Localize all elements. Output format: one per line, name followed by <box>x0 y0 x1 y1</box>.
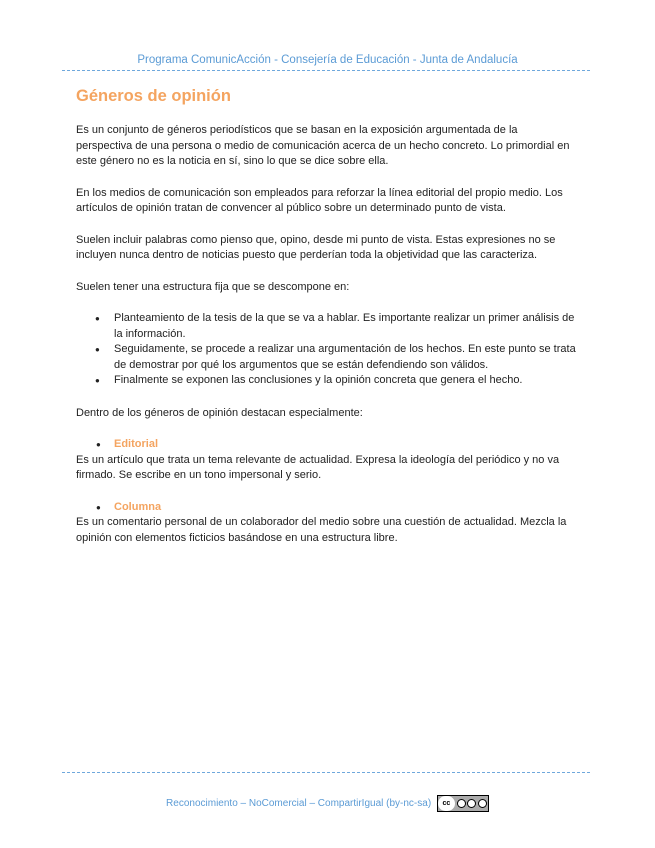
cc-by-nc-sa-icon <box>437 795 489 812</box>
genre-title-editorial: ● Editorial <box>114 437 576 453</box>
structure-intro-paragraph: Suelen tener una estructura fija que se descompone en: <box>76 280 350 293</box>
genres-intro-paragraph: Dentro de los géneros de opinión destacan especialmente: <box>76 406 363 419</box>
header-divider <box>62 70 590 71</box>
license-text: Reconocimiento – NoComercial – CompartirIgual (by-nc-sa) <box>166 798 432 810</box>
list-item: ● Finalmente se exponen las conclusiones y la opinión concreta que genera el hecho. <box>114 373 576 389</box>
document-title: Géneros de opinión <box>76 87 231 105</box>
structure-list <box>76 311 576 389</box>
genre-description-editorial: Es un artículo que trata un tema relevante de actualidad. Expresa la ideología del periódico y no va firmado. Se escribe en un tono impersonal y serio. <box>76 453 560 481</box>
by-attribution-icon <box>457 799 466 808</box>
list-item: ● Planteamiento de la tesis de la que se va a hablar. Es importante realizar un primer análisis de la información. <box>114 311 576 342</box>
expressions-paragraph: Suelen incluir palabras como pienso que, opino, desde mi punto de vista. Estas expresiones no se incluyen nunca dentro de noticias puesto que perderían toda la objetividad que las caracteriza. <box>76 233 556 261</box>
list-item: ● Seguidamente, se procede a realizar una argumentación de los hechos. En este punto se trata de demostrar por qué los argumentos que se están defendiendo son válidos. <box>114 342 576 373</box>
cc-logo-icon: cc <box>438 796 455 811</box>
intro-paragraph: Es un conjunto de géneros periodísticos que se basan en la exposición argumentada de la perspectiva de una persona o medio de comunicación acerca de un hecho concreto. Lo primordial en este género no es la noticia en sí, sino lo que se dice sobre ella. <box>76 124 570 167</box>
nc-noncommercial-icon <box>467 799 476 808</box>
page-header: Programa ComunicAcción - Consejería de Educación - Junta de Andalucía <box>137 54 518 66</box>
page-footer <box>0 795 655 812</box>
genre-title-columna: ● Columna <box>114 500 576 516</box>
footer-divider <box>62 772 590 773</box>
genre-description-columna: Es un comentario personal de un colaborador del medio sobre una cuestión de actualidad. Mezcla la opinión con elementos ficticios basándose en una estructura libre. <box>76 516 567 544</box>
media-paragraph: En los medios de comunicación son empleados para reforzar la línea editorial del propio medio. Los artículos de opinión tratan de convencer al público sobre un determinado punto de vista. <box>76 186 563 214</box>
document-body <box>76 86 576 562</box>
sa-sharealike-icon <box>478 799 487 808</box>
